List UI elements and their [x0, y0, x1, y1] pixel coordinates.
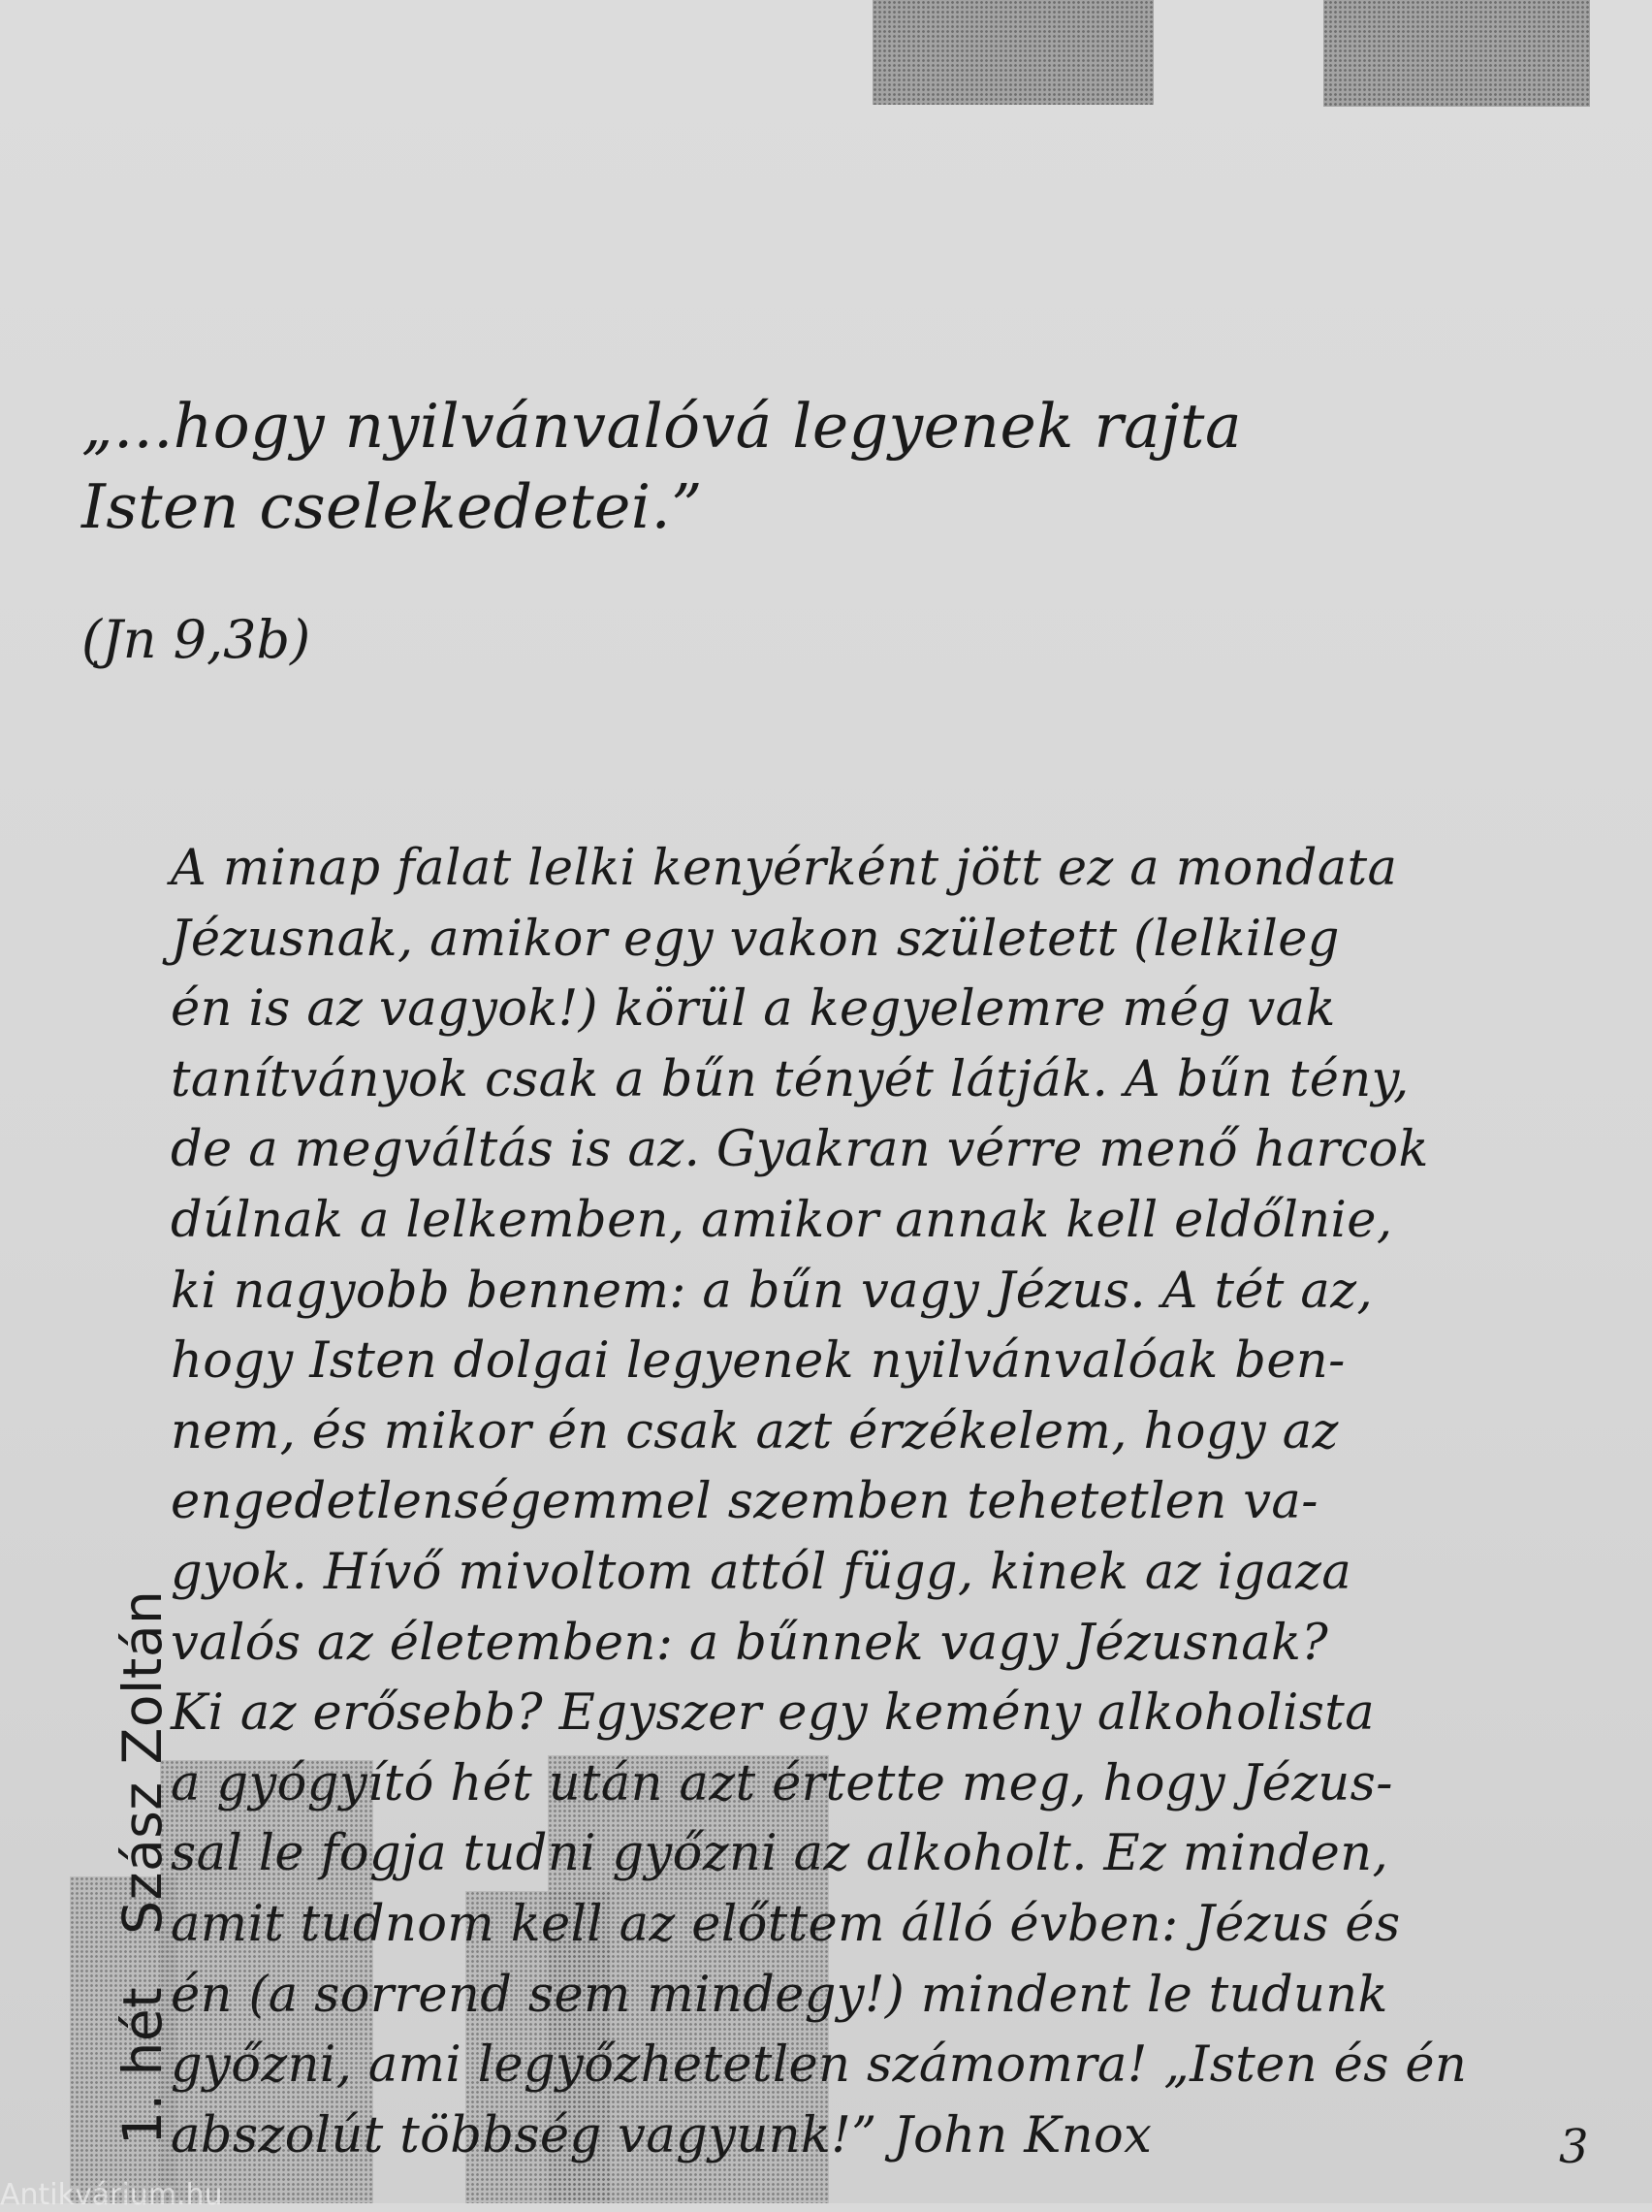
week-author-label: 1. hét Szász Zoltán: [111, 1589, 174, 2145]
page-number: 3: [1559, 2120, 1589, 2174]
text-line: én is az vagyok!) körül a kegyelemre még vak: [171, 980, 1336, 1039]
text-line: gyok. Hívő mivoltom attól függ, kinek az igaza: [171, 1543, 1352, 1601]
text-line: de a megváltás is az. Gyakran vérre menő harcok: [171, 1121, 1429, 1179]
text-line: A minap falat lelki kenyérként jött ez a mondata: [171, 840, 1398, 897]
text-line: Jézusnak, amikor egy vakon született (lelkileg: [171, 910, 1340, 968]
halftone-block-top-right: [1323, 0, 1590, 107]
text-line: amit tudnom kell az előttem álló évben: Jézus és: [171, 1895, 1401, 1953]
text-line: győzni, ami legyőzhetetlen számomra! „Isten és én: [171, 2036, 1468, 2095]
devotional-text: [171, 834, 1547, 2171]
bible-reference: (Jn 9,3b): [81, 609, 311, 670]
text-line: abszolút többség vagyunk!” John Knox: [171, 2106, 1153, 2164]
text-line: Ki az erősebb? Egyszer egy kemény alkoholista: [171, 1684, 1375, 1743]
text-line: hogy Isten dolgai legyenek nyilvánvalóak ben-: [171, 1332, 1346, 1391]
text-line: ki nagyobb bennem: a bűn vagy Jézus. A tét az,: [171, 1262, 1374, 1320]
watermark: Antikvárium.hu: [0, 2178, 223, 2212]
text-line: valós az életemben: a bűnnek vagy Jézusnak?: [171, 1614, 1329, 1672]
text-line: engedetlenségemmel szemben tehetetlen va-: [171, 1473, 1318, 1531]
text-line: dúlnak a lelkemben, amikor annak kell eldőlnie,: [171, 1191, 1393, 1249]
halftone-block-top-left: [873, 0, 1154, 105]
text-line: nem, és mikor én csak azt érzékelem, hogy az: [171, 1402, 1339, 1460]
bible-quote: „...hogy nyilvánvalóvá legyenek rajta Isten cselekedetei.”: [81, 391, 1243, 542]
text-line: a gyógyító hét után azt értette meg, hogy Jézus-: [171, 1754, 1393, 1812]
text-line: sal le fogja tudni győzni az alkoholt. Ez minden,: [171, 1825, 1389, 1883]
text-line: tanítványok csak a bűn tényét látják. A bűn tény,: [171, 1050, 1410, 1108]
text-line: én (a sorrend sem mindegy!) mindent le tudunk: [171, 1966, 1388, 2024]
